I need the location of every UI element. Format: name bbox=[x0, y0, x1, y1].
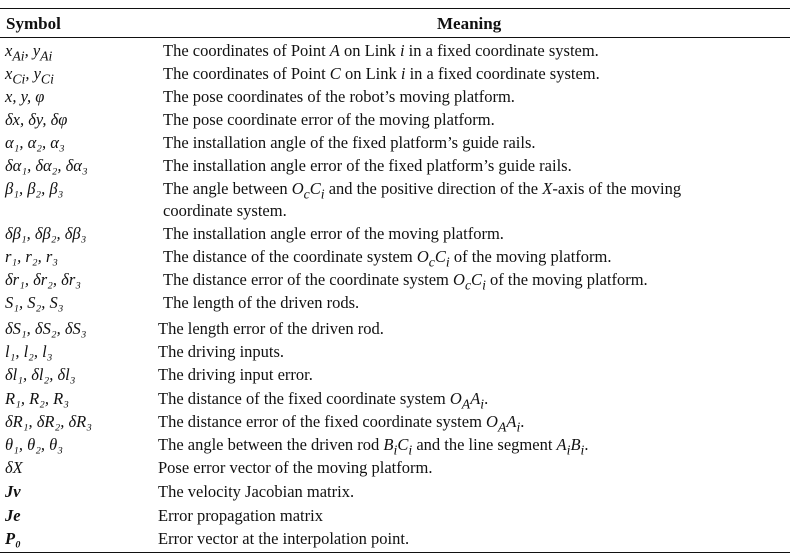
row-symbol: δx, δy, δφ bbox=[5, 110, 68, 129]
row-symbol: $x_{Ai}$, $y_{Ai}$ bbox=[5, 41, 53, 64]
header-meaning: Meaning bbox=[437, 14, 502, 33]
row-symbol: P₀ bbox=[5, 529, 21, 548]
row-symbol: β₁, β₂, β₃ bbox=[5, 179, 64, 198]
row-symbol: θ₁, θ₂, θ₃ bbox=[5, 435, 64, 454]
row-meaning: The distance of the coordinate system $O_cC_i$ of the moving platform. bbox=[163, 247, 612, 270]
row-symbol: δl₁, δl₂, δl₃ bbox=[5, 365, 76, 384]
row-symbol: x, y, φ bbox=[5, 87, 45, 106]
row-meaning-continued: coordinate system. bbox=[163, 201, 287, 220]
row-symbol: S₁, S₂, S₃ bbox=[5, 293, 64, 312]
row-meaning: The angle between $O_cC_i$ and the positive direction of the X-axis of the moving bbox=[163, 179, 682, 202]
row-meaning: The distance error of the coordinate system $O_cC_i$ of the moving platform. bbox=[163, 270, 648, 293]
row-symbol: Jv bbox=[5, 482, 21, 501]
row-meaning: The installation angle error of the moving platform. bbox=[163, 224, 504, 243]
row-meaning: The velocity Jacobian matrix. bbox=[158, 482, 355, 501]
row-meaning: The length of the driven rods. bbox=[163, 293, 360, 312]
row-meaning: Error propagation matrix bbox=[158, 506, 323, 525]
row-meaning: The installation angle error of the fixed platform’s guide rails. bbox=[163, 156, 572, 175]
row-symbol: δβ₁, δβ₂, δβ₃ bbox=[5, 224, 87, 243]
row-meaning: The distance error of the fixed coordinate system $O_AA_i$. bbox=[158, 412, 525, 435]
row-symbol: α₁, α₂, α₃ bbox=[5, 133, 65, 152]
row-meaning: Error vector at the interpolation point. bbox=[158, 529, 410, 548]
row-meaning: The coordinates of Point C on Link i in a fixed coordinate system. bbox=[163, 64, 600, 83]
row-symbol: r₁, r₂, r₃ bbox=[5, 247, 58, 266]
row-symbol: δS₁, δS₂, δS₃ bbox=[5, 319, 87, 338]
row-meaning: The angle between the driven rod $B_iC_i$ and the line segment $A_iB_i$. bbox=[158, 435, 589, 458]
bottom-rule bbox=[0, 552, 790, 553]
row-symbol: δα₁, δα₂, δα₃ bbox=[5, 156, 88, 175]
row-symbol: $x_{Ci}$, $y_{Ci}$ bbox=[5, 64, 54, 87]
row-symbol: R₁, R₂, R₃ bbox=[5, 389, 69, 408]
row-meaning: Pose error vector of the moving platform. bbox=[158, 458, 433, 477]
row-meaning: The coordinates of Point A on Link i in a fixed coordinate system. bbox=[163, 41, 599, 60]
row-meaning: The distance of the fixed coordinate system $O_AA_i$. bbox=[158, 389, 489, 412]
header-rule bbox=[0, 37, 790, 38]
row-symbol: l₁, l₂, l₃ bbox=[5, 342, 53, 361]
row-meaning: The driving input error. bbox=[158, 365, 313, 384]
row-meaning: The driving inputs. bbox=[158, 342, 285, 361]
row-symbol: Je bbox=[5, 506, 21, 525]
row-meaning: The installation angle of the fixed platform’s guide rails. bbox=[163, 133, 536, 152]
row-symbol: δR₁, δR₂, δR₃ bbox=[5, 412, 92, 431]
row-symbol: δX bbox=[5, 458, 23, 477]
row-symbol: δr₁, δr₂, δr₃ bbox=[5, 270, 81, 289]
top-rule bbox=[0, 8, 790, 9]
row-meaning: The pose coordinates of the robot’s moving platform. bbox=[163, 87, 515, 106]
row-meaning: The pose coordinate error of the moving platform. bbox=[163, 110, 495, 129]
row-meaning: The length error of the driven rod. bbox=[158, 319, 384, 338]
header-symbol: Symbol bbox=[6, 14, 61, 33]
